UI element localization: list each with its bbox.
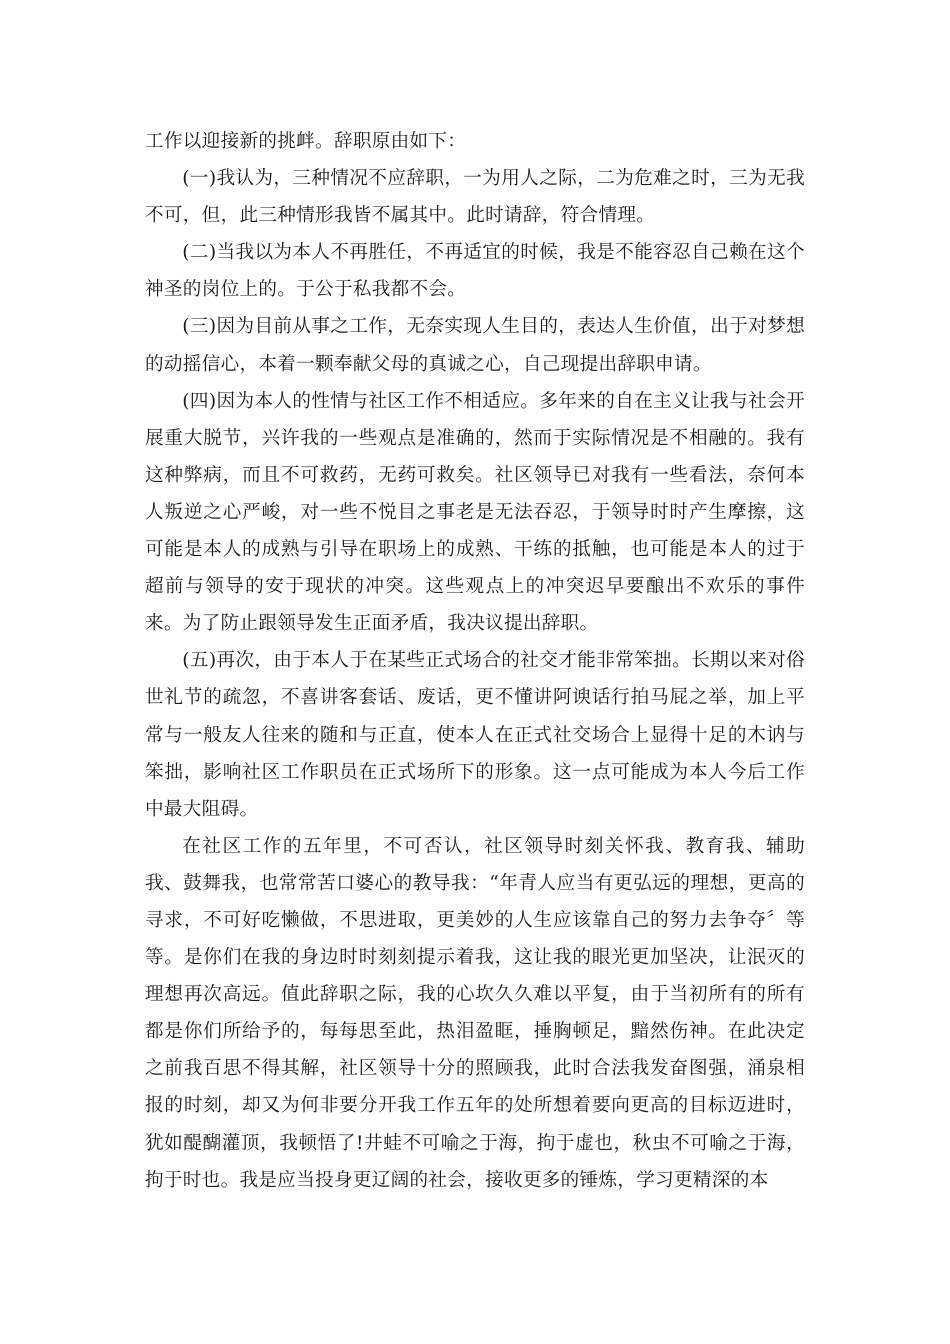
- paragraph-reason-1: (一)我认为，三种情况不应辞职，一为用人之际，二为危难之时，三为无我不可，但，此三种情形我皆不属其中。此时请辞，符合情理。: [145, 168, 805, 227]
- paragraph-reason-4: (四)因为本人的性情与社区工作不相适应。多年来的自在主义让我与社会开展重大脱节，兴许我的一些观点是准确的，然而于实际情况是不相融的。我有这种弊病，而且不可救药，无药可救矣。社区领导已对我有一些看法，奈何本人叛逆之心严峻，对一些不悦目之事老是无法吞忍，于领导时时产生摩擦，这可能是本人的成熟与引导在职场上的成熟、干练的抵触，也可能是本人的过于超前与领导的安于现状的冲突。这些观点上的冲突迟早要酿出不欢乐的事件来。为了防止跟领导发生正面矛盾，我决议提出辞职。: [145, 390, 805, 635]
- document-body: [145, 123, 805, 1199]
- paragraph-gratitude: 在社区工作的五年里，不可否认，社区领导时刻关怀我、教育我、辅助我、鼓舞我，也常常苦口婆心的教导我：“年青人应当有更弘远的理想，更高的寻求，不可好吃懒做，不思进取，更美妙的人生应该靠自己的努力去争夺〞等等。是你们在我的身边时时刻刻提示着我，这让我的眼光更加坚决，让泯灭的理想再次高远。值此辞职之际，我的心坎久久难以平复，由于当初所有的所有都是你们所给予的，每每思至此，热泪盈眶，捶胸顿足，黯然伤神。在此决定之前我百思不得其解，社区领导十分的照顾我，此时合法我发奋图强，涌泉相报的时刻，却又为何非要分开我工作五年的处所想着要向更高的目标迈进时，犹如醍醐灌顶，我顿悟了!井蛙不可喻之于海，拘于虚也，秋虫不可喻之于海，拘于时也。我是应当投身更辽阔的社会，接收更多的锤炼，学习更精深的本: [145, 835, 805, 1191]
- paragraph-reason-5: (五)再次，由于本人于在某些正式场合的社交才能非常笨拙。长期以来对俗世礼节的疏忽，不喜讲客套话、废话，更不懂讲阿谀话行拍马屁之举，加上平常与一般友人往来的随和与正直，使本人在正式社交场合上显得十足的木讷与笨拙，影响社区工作职员在正式场所下的形象。这一点可能成为本人今后工作中最大阻碍。: [145, 650, 805, 820]
- paragraph-continuation: 工作以迎接新的挑衅。辞职原由如下：: [145, 131, 467, 152]
- paragraph-reason-3: (三)因为目前从事之工作，无奈实现人生目的，表达人生价值，出于对梦想的动摇信心，本着一颗奉献父母的真诚之心，自己现提出辞职申请。: [145, 316, 805, 375]
- paragraph-reason-2: (二)当我以为本人不再胜任，不再适宜的时候，我是不能容忍自己赖在这个神圣的岗位上的。于公于私我都不会。: [145, 242, 805, 301]
